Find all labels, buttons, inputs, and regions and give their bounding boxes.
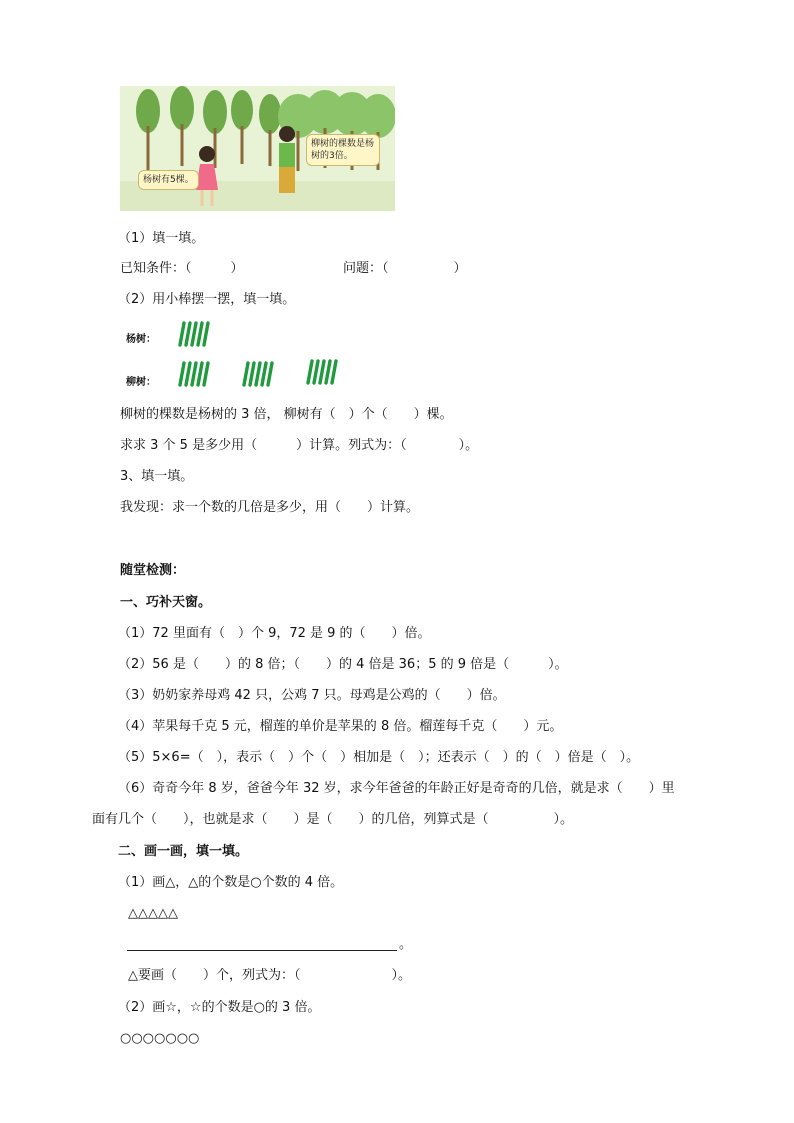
illustration-trees xyxy=(120,86,395,211)
known-condition-label: 已知条件：（ ） xyxy=(120,261,244,276)
test-item-6: （6）奇奇今年 8 岁，爸爸今年 32 岁，求今年爸爸的年龄正好是奇奇的几倍，就是求（ ）里 xyxy=(118,781,675,796)
part2-title: 二、画一画，填一填。 xyxy=(118,844,249,859)
willow-sticks-group-3-icon xyxy=(302,359,338,385)
test-item-2: （2）56 是（ ）的 8 倍；（ ）的 4 倍是 36；5 的 9 倍是（ ）。 xyxy=(118,657,568,672)
poplar-sticks-icon xyxy=(174,321,210,347)
triangles-row: △△△△△ xyxy=(128,906,178,921)
test-item-1: （1）72 里面有（ ）个 9，72 是 9 的（ ）倍。 xyxy=(118,626,431,641)
willow-sticks-group-2-icon xyxy=(238,361,274,387)
discovery-line: 我发现：求一个数的几倍是多少，用（ ）计算。 xyxy=(120,500,420,515)
willow-label: 柳树： xyxy=(126,377,156,388)
draw-question-1: （1）画△，△的个数是○个数的 4 倍。 xyxy=(118,875,344,890)
test-heading: 随堂检测： xyxy=(120,563,186,578)
question-label: 问题：（ ） xyxy=(343,261,467,276)
draw-question-2: （2）画☆，☆的个数是○的 3 倍。 xyxy=(118,1000,321,1015)
part1-title: 一、巧补天窗。 xyxy=(120,595,212,610)
test-item-4: （4）苹果每千克 5 元，榴莲的单价是苹果的 8 倍。榴莲每千克（ ）元。 xyxy=(118,719,563,734)
boy-speech-bubble: 柳树的棵数是杨树的3倍。 xyxy=(306,134,380,166)
girl-speech-bubble: 杨树有5棵。 xyxy=(138,170,199,190)
test-item-5: （5）5×6=（ ），表示（ ）个（ ）相加是（ ）；还表示（ ）的（ ）倍是（ ）。 xyxy=(118,750,640,765)
q3-title: 3、填一填。 xyxy=(120,469,194,484)
test-item-3: （3）奶奶家养母鸡 42 只，公鸡 7 只。母鸡是公鸡的（ ）倍。 xyxy=(118,688,506,703)
q2-title: （2）用小棒摆一摆，填一填。 xyxy=(118,292,296,307)
circles-row: ○○○○○○○ xyxy=(120,1031,200,1046)
drawing-line-period: 。 xyxy=(399,937,413,952)
three-fives-line: 求求 3 个 5 是多少用（ ）计算。列式为：（ ）。 xyxy=(120,438,479,453)
test-item-6-continued: 面有几个（ ），也就是求（ ）是（ ）的几倍，列算式是（ ）。 xyxy=(92,812,574,827)
willow-sticks-group-1-icon xyxy=(174,361,210,387)
willow-count-line: 柳树的棵数是杨树的 3 倍， 柳树有（ ）个（ ）棵。 xyxy=(120,407,453,422)
draw-answer-line: △要画（ ）个，列式为：（ ）。 xyxy=(128,968,411,983)
poplar-label: 杨树： xyxy=(126,334,156,345)
drawing-answer-line xyxy=(127,950,397,951)
q1-title: （1）填一填。 xyxy=(118,231,205,246)
